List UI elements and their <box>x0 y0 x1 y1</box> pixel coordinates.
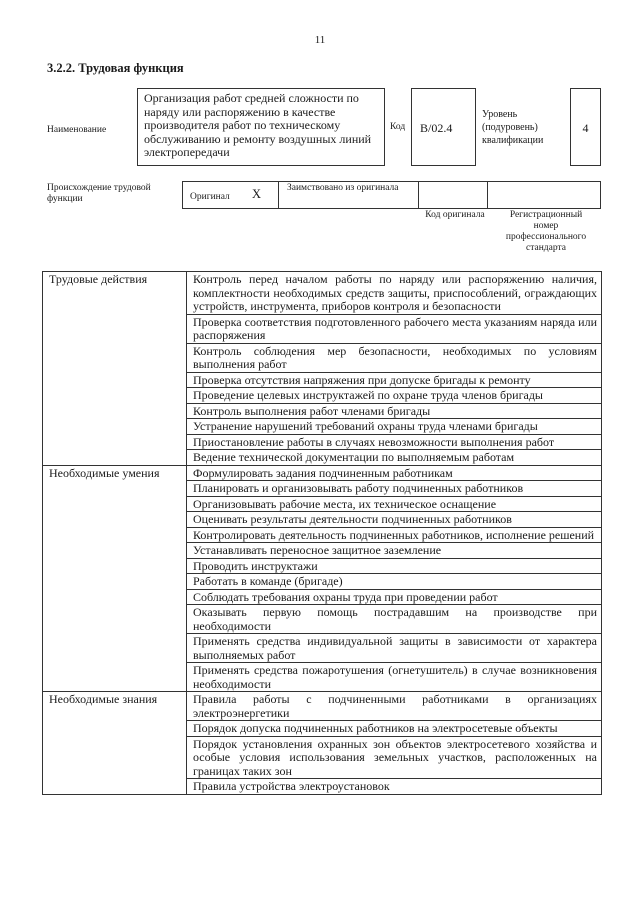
registration-number-label: Регистрационный номер профессионального стандарта <box>505 210 587 253</box>
table-cell: Организовывать рабочие места, их техническое оснащение <box>187 496 602 512</box>
original-mark: X <box>252 187 262 201</box>
table-row <box>43 272 602 315</box>
table-cell: Устранение нарушений требований охраны труда членами бригады <box>187 419 602 435</box>
code-label: Код <box>390 122 406 132</box>
category-cell: Трудовые действия <box>43 272 187 466</box>
category-cell: Необходимые умения <box>43 465 187 692</box>
table-row <box>43 692 602 721</box>
table-cell: Правила устройства электроустановок <box>187 779 602 795</box>
table-cell: Проводить инструктажи <box>187 558 602 574</box>
origin-label: Происхождение трудовой функции <box>47 183 151 204</box>
table-cell: Контроль соблюдения мер безопасности, необходимых по условиям выполнения работ <box>187 343 602 372</box>
original-label: Оригинал <box>190 192 230 202</box>
qualification-level-label: Уровень (подуровень) квалификации <box>482 109 544 146</box>
table-cell: Приостановление работы в случаях невозможности выполнения работ <box>187 434 602 450</box>
table-cell: Оценивать результаты деятельности подчиненных работников <box>187 512 602 528</box>
name-label: Наименование <box>47 125 107 135</box>
table-row <box>43 465 602 481</box>
table-cell: Правила работы с подчиненными работниками в организациях электроэнергетики <box>187 692 602 721</box>
table-cell: Проведение целевых инструктажей по охране труда членов бригады <box>187 388 602 404</box>
table-cell: Контроль перед началом работы по наряду или распоряжению наличия, комплектности необходимых средств защиты, приспособлений, ограждающих устройств, инструмента, приборов контроля и безопасности <box>187 272 602 315</box>
table-cell: Работать в команде (бригаде) <box>187 574 602 590</box>
table-cell: Оказывать первую помощь пострадавшим на производстве при необходимости <box>187 605 602 634</box>
competency-table <box>42 271 602 795</box>
page-number: 11 <box>314 34 326 46</box>
qualification-level-box: 4 <box>570 88 601 166</box>
origin-code-cell <box>419 182 488 208</box>
table-cell: Контроль выполнения работ членами бригады <box>187 403 602 419</box>
category-cell: Необходимые знания <box>43 692 187 795</box>
table-cell: Проверка соответствия подготовленного рабочего места указаниям наряда или распоряжения <box>187 314 602 343</box>
table-cell: Планировать и организовывать работу подчиненных работников <box>187 481 602 497</box>
origin-code-label: Код оригинала <box>425 210 485 220</box>
function-code-box: B/02.4 <box>411 88 476 166</box>
table-cell: Порядок установления охранных зон объектов электросетевого хозяйства и особые условия использования земельных участков, расположенных на границах таких зон <box>187 736 602 779</box>
table-cell: Устанавливать переносное защитное заземление <box>187 543 602 559</box>
table-cell: Порядок допуска подчиненных работников на электросетевые объекты <box>187 721 602 737</box>
section-title: 3.2.2. Трудовая функция <box>47 61 184 75</box>
table-cell: Ведение технической документации по выполняемым работам <box>187 450 602 466</box>
borrowed-label: Заимствовано из оригинала <box>287 183 399 193</box>
table-cell: Контролировать деятельность подчиненных работников, исполнение решений <box>187 527 602 543</box>
table-cell: Соблюдать требования охраны труда при проведении работ <box>187 589 602 605</box>
table-cell: Проверка отсутствия напряжения при допуске бригады к ремонту <box>187 372 602 388</box>
function-name-box: Организация работ средней сложности по наряду или распоряжению в качестве производителя работ по техническому обслуживанию и ремонту воздушных линий электропередачи <box>137 88 385 166</box>
table-cell: Применять средства индивидуальной защиты в зависимости от характера выполняемых работ <box>187 634 602 663</box>
table-cell: Формулировать задания подчиненным работникам <box>187 465 602 481</box>
table-cell: Применять средства пожаротушения (огнетушитель) в случае возникновения необходимости <box>187 663 602 692</box>
